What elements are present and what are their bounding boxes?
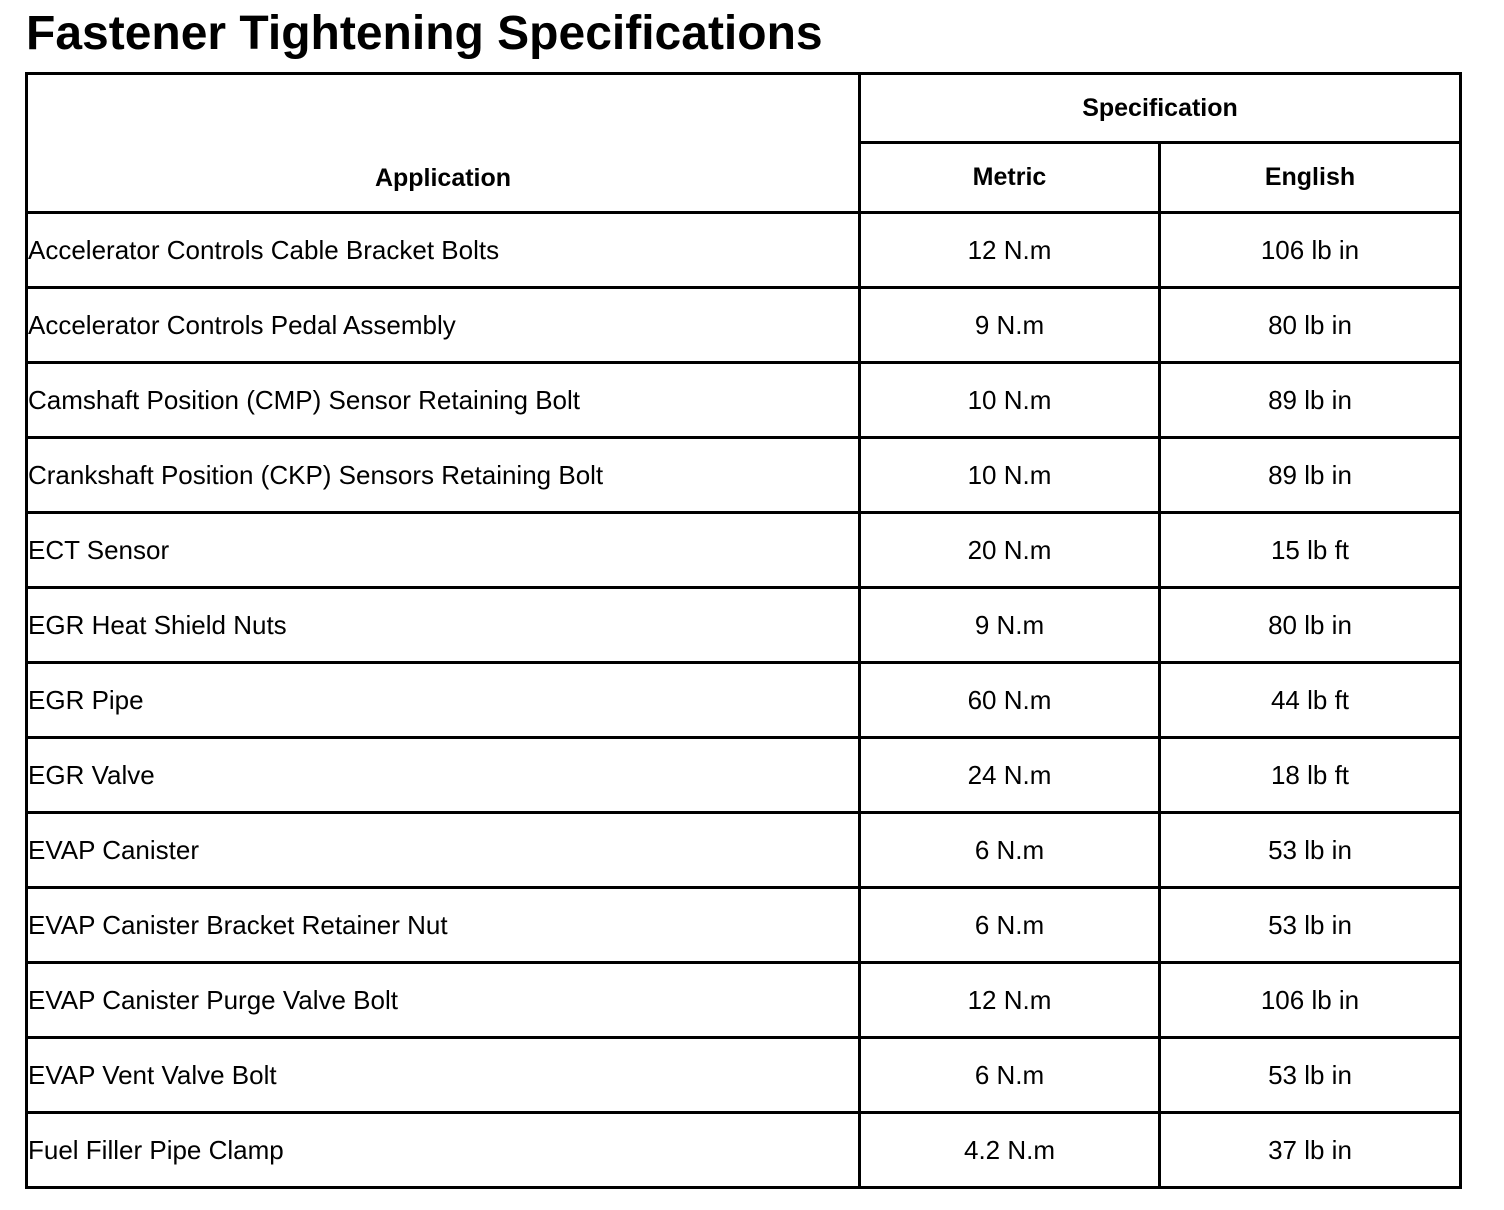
table-header — [27, 74, 1461, 213]
application-cell: EGR Valve — [27, 738, 860, 813]
english-header: English — [1160, 143, 1461, 213]
metric-cell: 9 N.m — [860, 588, 1160, 663]
english-cell: 53 lb in — [1160, 1038, 1461, 1113]
specification-header: Specification — [860, 74, 1461, 143]
table-row — [27, 888, 1461, 963]
english-cell: 18 lb ft — [1160, 738, 1461, 813]
fastener-spec-table — [25, 72, 1462, 1189]
english-cell: 106 lb in — [1160, 213, 1461, 288]
metric-header: Metric — [860, 143, 1160, 213]
application-cell: EVAP Vent Valve Bolt — [27, 1038, 860, 1113]
english-cell: 53 lb in — [1160, 888, 1461, 963]
header-row — [27, 74, 1461, 143]
table-body — [27, 213, 1461, 1188]
english-cell: 53 lb in — [1160, 813, 1461, 888]
table-row — [27, 363, 1461, 438]
metric-cell: 10 N.m — [860, 438, 1160, 513]
application-cell: Crankshaft Position (CKP) Sensors Retaining Bolt — [27, 438, 860, 513]
table-row — [27, 738, 1461, 813]
application-cell: Accelerator Controls Cable Bracket Bolts — [27, 213, 860, 288]
application-cell: EGR Heat Shield Nuts — [27, 588, 860, 663]
metric-cell: 10 N.m — [860, 363, 1160, 438]
page-title: Fastener Tightening Specifications — [26, 7, 823, 60]
table-row — [27, 1113, 1461, 1188]
application-cell: EVAP Canister — [27, 813, 860, 888]
application-cell: Camshaft Position (CMP) Sensor Retaining Bolt — [27, 363, 860, 438]
metric-cell: 24 N.m — [860, 738, 1160, 813]
metric-cell: 6 N.m — [860, 813, 1160, 888]
english-cell: 44 lb ft — [1160, 663, 1461, 738]
application-cell: Accelerator Controls Pedal Assembly — [27, 288, 860, 363]
metric-cell: 20 N.m — [860, 513, 1160, 588]
metric-cell: 12 N.m — [860, 213, 1160, 288]
application-cell: EGR Pipe — [27, 663, 860, 738]
english-cell: 89 lb in — [1160, 363, 1461, 438]
table-row — [27, 963, 1461, 1038]
application-header: Application — [27, 74, 860, 213]
application-cell: Fuel Filler Pipe Clamp — [27, 1113, 860, 1188]
english-cell: 106 lb in — [1160, 963, 1461, 1038]
table-row — [27, 213, 1461, 288]
english-cell: 89 lb in — [1160, 438, 1461, 513]
english-cell: 37 lb in — [1160, 1113, 1461, 1188]
table-row — [27, 288, 1461, 363]
metric-cell: 60 N.m — [860, 663, 1160, 738]
metric-cell: 6 N.m — [860, 1038, 1160, 1113]
table-row — [27, 513, 1461, 588]
metric-cell: 12 N.m — [860, 963, 1160, 1038]
table-row — [27, 438, 1461, 513]
table-row — [27, 813, 1461, 888]
table-row — [27, 588, 1461, 663]
table-row — [27, 663, 1461, 738]
table-row — [27, 1038, 1461, 1113]
english-cell: 80 lb in — [1160, 588, 1461, 663]
english-cell: 15 lb ft — [1160, 513, 1461, 588]
application-cell: EVAP Canister Bracket Retainer Nut — [27, 888, 860, 963]
metric-cell: 9 N.m — [860, 288, 1160, 363]
english-cell: 80 lb in — [1160, 288, 1461, 363]
metric-cell: 6 N.m — [860, 888, 1160, 963]
metric-cell: 4.2 N.m — [860, 1113, 1160, 1188]
application-cell: ECT Sensor — [27, 513, 860, 588]
application-cell: EVAP Canister Purge Valve Bolt — [27, 963, 860, 1038]
